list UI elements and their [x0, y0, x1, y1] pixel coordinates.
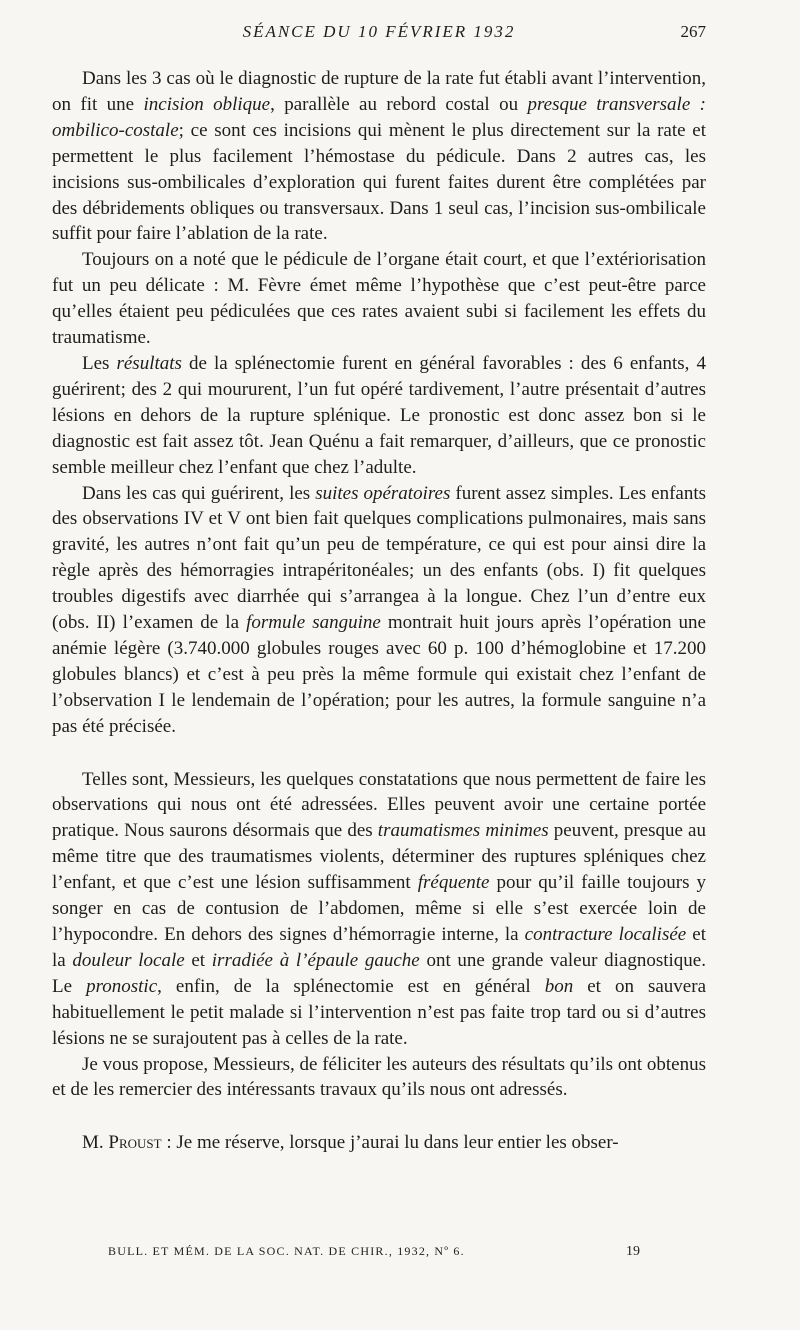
journal-reference: BULL. ET MÉM. DE LA SOC. NAT. DE CHIR., 1932, Nº 6.	[108, 1244, 465, 1258]
paragraph-resultats: Les résultats de la splénectomie furent en général favorables : des 6 enfants, 4 guérirent; des 2 qui moururent, l’un fut opéré tardivement, l’autre présentait d’autres lésions en dehors de la rupture splénique. Le pronostic est donc assez bon si le diagnostic est fait assez tôt. Jean Quénu a fait remarquer, d’ailleurs, que ce pronostic semble meilleur chez l’enfant que chez l’adulte.	[52, 352, 706, 478]
paragraph-suites: Dans les cas qui guérirent, les suites opératoires furent assez simples. Les enfants des observations IV et V ont bien fait quelques complications pulmonaires, mais sans gravité, les autres n’ont fait qu’un peu de température, ce qui est pour ainsi dire la règle après des hémorragies intrapéritonéales; un des enfants (obs. I) fit quelques troubles digestifs avec diarrhée qui s’arrangea à la longue. Chez l’un d’entre eux (obs. II) l’examen de la formule sanguine montrait huit jours après l’opération une anémie légère (3.740.000 globules rouges avec 60 p. 100 d’hémoglobine et 17.200 globules blancs) et c’est à peu près la même formule qui existait chez l’enfant de l’observation I le lendemain de l’opération; pour les autres, la formule sanguine n’a pas été précisée.	[52, 482, 706, 737]
body-text	[52, 66, 706, 1156]
paragraph-conclusions: Telles sont, Messieurs, les quelques constatations que nous permettent de faire les observations qui nous ont été adressées. Elles peuvent avoir une certaine portée pratique. Nous saurons désormais que des traumatismes minimes peuvent, presque au même titre que des traumatismes violents, déterminer des ruptures spléniques chez l’enfant, et que c’est une lésion suffisamment fréquente pour qu’il faille toujours y songer en cas de contusion de l’abdomen, même si elle s’est exercée loin de l’hypocondre. En dehors des signes d’hémorragie interne, la contracture localisée et la douleur locale et irradiée à l’épaule gauche ont une grande valeur diagnostique. Le pronostic, enfin, de la splénectomie est en général bon et on sauvera habituellement le petit malade si l’intervention n’est pas faite trop tard ou si d’autres lésions ne se surajoutent pas à celles de la rate.	[52, 768, 707, 1049]
running-title: SÉANCE DU 10 FÉVRIER 1932	[242, 22, 516, 41]
paragraph-pedicule: Toujours on a noté que le pédicule de l’organe était court, et que l’extériorisation fut un peu délicate : M. Fèvre émet même l’hypothèse que c’est peut-être parce qu’elles étaient peu pédiculées que ces rates avaient subi si facilement les effets du traumatisme.	[52, 249, 706, 349]
running-header	[52, 22, 706, 46]
paragraph-proust: M. Proust : Je me réserve, lorsque j’aurai lu dans leur entier les obser-	[82, 1132, 619, 1154]
paragraph-incisions: Dans les 3 cas où le diagnostic de rupture de la rate fut établi avant l’intervention, on fit une incision oblique, parallèle au rebord costal ou presque transversale : ombilico-costale; ce sont ces incisions qui mènent le plus directement sur la rate et permettent le plus facilement l’hémostase du pédicule. Dans 2 autres cas, les incisions sus-ombilicales d’exploration qui furent faites durent être complétées par des débridements obliques ou transversaux. Dans 1 seul cas, l’incision sus-ombilicale suffit pour faire l’ablation de la rate.	[52, 68, 706, 245]
paragraph-propose: Je vous propose, Messieurs, de féliciter les auteurs des résultats qu’ils ont obtenus et de les remercier des intéressants travaux qu’ils nous ont adressés.	[52, 1053, 706, 1101]
speaker-name: M. Proust	[82, 1132, 162, 1154]
sheet-number: 19	[626, 1244, 640, 1259]
page-number: 267	[680, 22, 706, 41]
